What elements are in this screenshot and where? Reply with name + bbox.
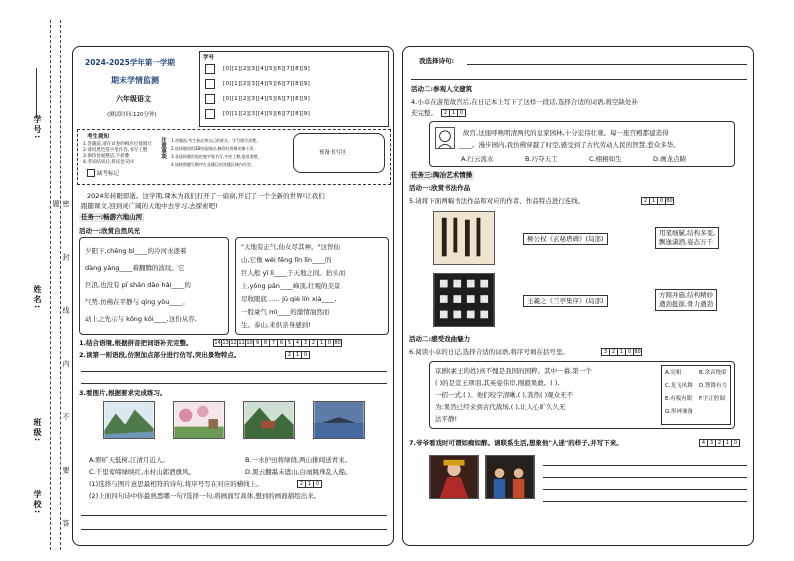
diary-line-2: ____。漫步园内,我仿佛穿越了时空,感受到了古代劳动人民的智慧,惹众多华。 xyxy=(459,141,680,149)
id-digit-option[interactable]: [5] xyxy=(266,111,276,117)
id-digit-option[interactable]: [6] xyxy=(275,66,284,72)
passage-one-line: 气势,仿佛在平静与 qīng yōu____。 xyxy=(85,298,189,306)
score-cell[interactable]: 1 xyxy=(293,351,302,359)
question-6: 6.阅读小卓的日记,选择合适的词语,将序号填在括号里。 xyxy=(409,348,569,356)
answer-line[interactable] xyxy=(543,489,747,490)
id-digit-option[interactable]: [5] xyxy=(266,81,276,87)
feature-2-line-1: 方圆并施,结构精妙 xyxy=(659,291,714,299)
passage-two-line: 生。泰山,来供亲身感到! xyxy=(241,321,311,329)
id-digit-option[interactable]: [9] xyxy=(301,96,311,102)
passage-one-line: dàng yàng____着翻腾的波纹。它 xyxy=(85,264,185,272)
chosen-poem-label: 我选择诗句: xyxy=(419,57,455,65)
score-cell[interactable]: 0 xyxy=(457,109,466,117)
time-label: (测试时间:120分钟) xyxy=(107,112,157,118)
score-cell[interactable]: 80 xyxy=(634,349,641,355)
id-digit-option[interactable]: [1] xyxy=(231,111,241,117)
task-one-heading: 任务一:畅游六地山河 xyxy=(81,213,143,221)
left-panel xyxy=(72,46,394,546)
id-digit-option[interactable]: [6] xyxy=(275,81,284,87)
id-digit-option[interactable]: [2] xyxy=(240,111,250,117)
question-4-cont: 充完整。 xyxy=(411,109,437,117)
option-d: D.黑云翻墨未遮山,白雨跳珠乱入船。 xyxy=(245,468,352,476)
score-cell[interactable]: 1 xyxy=(617,348,626,356)
score-cell[interactable]: 4 xyxy=(699,439,708,447)
answer-line[interactable] xyxy=(543,477,747,478)
spare-label: 预备书写区 xyxy=(319,150,347,156)
score-cell[interactable]: 12 xyxy=(230,340,237,346)
score-cell[interactable]: 0 xyxy=(657,197,666,205)
question-2: 2.读第一则语段,仿照加点部分进行仿写,突出景物特点。 xyxy=(79,351,241,359)
id-digit-option[interactable]: [2] xyxy=(240,66,250,72)
student-avatar-icon xyxy=(435,127,455,149)
q6-option[interactable]: D.铿锵有力 xyxy=(699,383,727,389)
score-cell[interactable]: 1 xyxy=(317,339,326,347)
question-3: 3.看图片,根据要求完成练习。 xyxy=(79,389,167,397)
score-grid-q7 xyxy=(699,439,739,447)
score-grid-q6 xyxy=(601,348,641,356)
score-cell[interactable]: 1 xyxy=(449,109,458,117)
notice-line: 1.答题前,请在试卷的相应位置填写 xyxy=(83,142,152,147)
id-digit-option[interactable]: [6] xyxy=(275,111,284,117)
passage-two-line: "天地有正气,仙女尽其神。"这智仙 xyxy=(241,243,341,251)
score-grid-q2 xyxy=(285,351,309,359)
right-panel xyxy=(402,46,754,546)
activity-two-opera-heading: 活动二:感受戏曲魅力 xyxy=(409,335,471,343)
precaution-line: 4.请按照题号顺序在各题目的答题区域内作答。 xyxy=(171,162,255,167)
id-digit-box[interactable] xyxy=(205,94,215,104)
class-label: 班级: xyxy=(33,418,42,444)
feature-box-1[interactable] xyxy=(655,227,719,249)
id-digit-row xyxy=(223,95,310,103)
score-cell[interactable]: 9 xyxy=(253,339,262,347)
score-cell[interactable]: 5 xyxy=(285,339,294,347)
score-cell[interactable]: 3 xyxy=(601,348,610,356)
id-digit-option[interactable]: [8] xyxy=(292,66,302,72)
score-cell[interactable]: 0 xyxy=(625,348,634,356)
score-cell[interactable]: 10 xyxy=(246,340,253,346)
answer-line[interactable] xyxy=(81,371,387,372)
name-label: 姓名: xyxy=(33,285,42,311)
landscape-image-3 xyxy=(243,401,295,439)
score-cell[interactable]: 7 xyxy=(269,339,278,347)
score-cell[interactable]: 2 xyxy=(297,480,306,488)
id-digit-option[interactable]: [7] xyxy=(283,111,293,117)
id-digit-option[interactable]: [1] xyxy=(231,81,241,87)
score-grid-q1 xyxy=(213,339,341,347)
score-cell[interactable]: 80 xyxy=(334,340,341,346)
score-cell[interactable]: 6 xyxy=(277,339,286,347)
id-digit-row xyxy=(223,65,310,73)
id-digit-option[interactable]: [4] xyxy=(257,81,267,87)
id-digit-option[interactable]: [9] xyxy=(301,66,311,72)
q6-option[interactable]: C.龙飞凤舞 xyxy=(665,383,693,389)
q4-option[interactable]: B.巧夺天工 xyxy=(525,155,558,163)
opera-line-5: 法平静! xyxy=(435,415,458,423)
score-cell[interactable]: 13 xyxy=(222,340,229,346)
answer-line[interactable] xyxy=(543,501,747,502)
option-a: A.野旷天低树,江清月近人。 xyxy=(89,456,169,464)
id-digit-option[interactable]: [5] xyxy=(266,96,276,102)
id-digit-option[interactable]: [8] xyxy=(292,96,302,102)
passage-two-line: 上,yǒng pān____峰顶,壮观的美景 xyxy=(241,282,341,290)
question-3-part-1: (1)选择与图片意思最相符的诗句,将序号写在对应的横线上。 xyxy=(89,480,263,488)
notice-line: 4.考试结束后,将试卷交回 xyxy=(83,160,134,165)
question-4: 4.小卓在游览故宫后,在日记本上写下了这样一段话,选择合适的词语,将空缺处补 xyxy=(411,98,638,106)
id-digit-box[interactable] xyxy=(205,79,215,89)
score-cell[interactable]: 2 xyxy=(285,351,294,359)
score-cell[interactable]: 0 xyxy=(301,351,310,359)
opera-photo-1 xyxy=(429,455,479,499)
calligraphy-image-1 xyxy=(433,211,495,265)
answer-line[interactable] xyxy=(81,515,387,516)
landscape-image-1 xyxy=(103,401,155,439)
activity-one-heading-right: 活动一:欣赏书法作品 xyxy=(409,184,471,192)
score-grid-q5 xyxy=(641,197,673,205)
exam-title: 期末学情监测 xyxy=(111,76,159,85)
intro-line-1: 2024年转眼即逝。这学期,课本为我们打开了一扇窗,开启了一个全新的世界!让我们 xyxy=(87,192,325,200)
calligraphy-image-2 xyxy=(433,273,495,327)
precaution-line: 3.非选择题用黑色签字笔书写,字迹工整,笔迹清楚。 xyxy=(171,154,262,159)
passage-two-line: 巨人般 yǐ lì____于天地之间。抬头而 xyxy=(241,269,346,277)
answer-line[interactable] xyxy=(411,79,747,80)
id-digit-option[interactable]: [9] xyxy=(301,81,311,87)
score-cell[interactable]: 11 xyxy=(238,340,245,346)
q4-option[interactable]: D.画龙点睛 xyxy=(653,155,687,163)
opera-line-2: ( )的是宣王项羽,其英姿伟岸,刚毅果敢。( ), xyxy=(435,379,560,387)
id-digit-option[interactable]: [6] xyxy=(275,96,284,102)
passage-one-line: 夕阳下,chěng bì____的冷河水逐着 xyxy=(85,247,187,255)
score-cell[interactable]: 0 xyxy=(313,480,322,488)
score-cell[interactable]: 2 xyxy=(309,339,318,347)
intro-line-2: 跟随课文,回到灵广阔的天地中去学习,去探索吧! xyxy=(81,202,218,210)
opera-photo-2 xyxy=(485,455,535,499)
score-grid-q4 xyxy=(441,109,465,117)
notice-line: 2.请用黑色签字笔作答,书写工整 xyxy=(83,148,148,153)
feature-2-line-2: 遒劲挺拔,骨力遒劲 xyxy=(659,300,714,308)
passage-one-line: 动上之先示与 kǒng kōi____,这份从容, xyxy=(85,315,197,323)
q6-option[interactable]: F.字正腔圆 xyxy=(699,396,726,402)
id-digit-option[interactable]: [7] xyxy=(283,96,293,102)
binding-margin xyxy=(0,0,68,561)
score-cell[interactable]: 3 xyxy=(301,339,310,347)
question-3-part-2: (2)上面四句诗中你最熟悉哪一句?选择一句,将画面写具体,想到的画面描绘出来。 xyxy=(89,492,321,500)
q4-option[interactable]: C.栩栩如生 xyxy=(589,155,622,163)
q6-option[interactable]: A.亮相 xyxy=(665,370,682,376)
passage-two-line: 尽收眼底…… jū qiè lín xià____, xyxy=(241,295,337,303)
id-line xyxy=(36,68,37,118)
passage-two-line: 山,它像 wēi fēng lǐn lǐn____的 xyxy=(241,256,332,264)
q6-option[interactable]: G.形神兼备 xyxy=(665,409,694,415)
id-digit-option[interactable]: [3] xyxy=(249,81,258,87)
score-cell[interactable]: 4 xyxy=(293,339,302,347)
score-cell[interactable]: 0 xyxy=(325,339,334,347)
id-digit-option[interactable]: [0] xyxy=(223,111,232,117)
feature-box-2[interactable] xyxy=(655,289,717,311)
option-c: C.千里莺啼绿映红,水村山郭酒旗风。 xyxy=(89,468,196,476)
diary-line-1: 故宫,这座呼唤明清两代的皇家园林,十分宏伟壮观。每一座宫殿都建造得 xyxy=(463,129,669,137)
precaution-line: 2.选择题请用2B铅笔填涂,修改时用橡皮擦干净。 xyxy=(171,146,258,151)
score-cell[interactable]: 1 xyxy=(723,439,732,447)
id-digit-option[interactable]: [7] xyxy=(283,66,293,72)
id-digit-option[interactable]: [4] xyxy=(257,66,267,72)
id-digit-option[interactable]: [3] xyxy=(249,96,258,102)
id-digit-option[interactable]: [4] xyxy=(257,111,267,117)
precautions-tag: 注意事项 xyxy=(160,137,166,159)
score-cell[interactable]: 2 xyxy=(609,348,618,356)
id-digit-option[interactable]: [0] xyxy=(223,81,232,87)
q6-option[interactable]: B.余音绕梁 xyxy=(699,370,727,376)
q6-option[interactable]: E.有板有眼 xyxy=(665,396,693,402)
id-digit-option[interactable]: [9] xyxy=(301,111,311,117)
id-digit-option[interactable]: [1] xyxy=(231,66,241,72)
precaution-line: 1.答题前,考生务必将自己的姓名、学号填写清楚。 xyxy=(171,138,261,143)
score-cell[interactable]: 2 xyxy=(441,109,450,117)
score-cell[interactable]: 0 xyxy=(731,439,740,447)
activity-two-heading: 活动二:参观人文建筑 xyxy=(411,85,473,93)
option-b: B.一水护田将绿绕,两山排闼送青来。 xyxy=(245,456,352,464)
landscape-image-2 xyxy=(173,401,225,439)
id-digit-option[interactable]: [3] xyxy=(249,66,258,72)
landscape-image-4 xyxy=(313,401,365,439)
question-1: 1.结合语境,根据拼音把词语补充完整。 xyxy=(79,339,193,347)
activity-one-heading: 活动一:欣赏自然风光 xyxy=(79,227,141,235)
score-cell[interactable]: 2 xyxy=(641,197,650,205)
passage-two-line: 一股豪气 mì____的激情油然而 xyxy=(241,308,330,316)
id-digit-row xyxy=(223,80,310,88)
score-cell[interactable]: 3 xyxy=(707,439,716,447)
score-cell[interactable]: 1 xyxy=(649,197,658,205)
answer-line[interactable] xyxy=(81,529,387,530)
id-digit-option[interactable]: [2] xyxy=(240,81,250,87)
id-digit-option[interactable]: [5] xyxy=(266,66,276,72)
score-cell[interactable]: 2 xyxy=(715,439,724,447)
question-5: 5.请将下面两幅书法作品和对应的作者、作品特点进行连线。 xyxy=(409,197,585,205)
absent-checkbox[interactable] xyxy=(87,169,95,177)
term-title: 2024-2025学年第一学期 xyxy=(85,58,175,67)
id-digit-option[interactable]: [7] xyxy=(283,81,293,87)
score-cell[interactable]: 1 xyxy=(305,480,314,488)
seal-text: 密 封 线 内 不 要 答 题 xyxy=(52,200,70,549)
poem-answer-line[interactable] xyxy=(467,64,747,65)
score-cell[interactable]: 14 xyxy=(214,340,221,346)
passage-one-line: 巨浪,也没有 pǐ shān dǎo hǎi____的 xyxy=(85,281,191,289)
id-digit-box[interactable] xyxy=(205,64,215,74)
work-label-1[interactable]: 柳公权《玄秘塔碑》(局部) xyxy=(523,233,608,245)
opera-line-1: 京剧(素王的姓)真不愧是我国的国粹。其中一幕,第一个 xyxy=(435,367,592,375)
id-digit-option[interactable]: [4] xyxy=(257,96,267,102)
feature-1-line-1: 用笔细腻,结构多变, xyxy=(659,229,716,237)
answer-line[interactable] xyxy=(81,383,387,384)
id-digit-option[interactable]: [8] xyxy=(292,81,302,87)
score-grid-q3 xyxy=(297,480,321,488)
school-label: 学校: xyxy=(33,490,42,516)
id-digit-option[interactable]: [2] xyxy=(240,96,250,102)
opera-line-4: 为:果然已经来到古代战场,( ),让人心旷久久无 xyxy=(435,403,566,411)
id-label: 学号: xyxy=(33,115,42,141)
id-digit-option[interactable]: [0] xyxy=(223,66,232,72)
id-digit-option[interactable]: [3] xyxy=(249,111,258,117)
id-digit-option[interactable]: [8] xyxy=(292,111,302,117)
answer-line[interactable] xyxy=(543,465,747,466)
q4-option[interactable]: A.行云流水 xyxy=(461,155,494,163)
id-digit-box[interactable] xyxy=(205,109,215,119)
question-7: 7.爷爷看戏时可谓如痴如醉。请联系生活,想象他"人迷"的样子,并写下来。 xyxy=(409,439,623,447)
feature-1-line-2: 飘逸潇洒,姿态万千 xyxy=(659,238,714,246)
score-cell[interactable]: 80 xyxy=(666,198,673,204)
absent-label: 缺考标记 xyxy=(97,171,120,177)
id-digit-option[interactable]: [1] xyxy=(231,96,241,102)
id-digit-option[interactable]: [0] xyxy=(223,96,232,102)
opera-line-3: 一招一式,( )。他们咬字清晰,( ),粪然( )观众无不 xyxy=(435,391,574,399)
notice-line: 3.保持卷面整洁,不折叠 xyxy=(83,154,130,159)
work-label-2[interactable]: 王羲之《兰亭集序》(局部) xyxy=(523,295,608,307)
id-digit-row xyxy=(223,110,310,118)
grade-label: 六年级语文 xyxy=(116,95,151,103)
task-three-heading: 任务三:陶冶艺术情操 xyxy=(411,171,473,179)
student-id-label: 学号 xyxy=(203,55,215,61)
score-cell[interactable]: 8 xyxy=(261,339,270,347)
notice-title: 考生须知 xyxy=(87,134,110,140)
